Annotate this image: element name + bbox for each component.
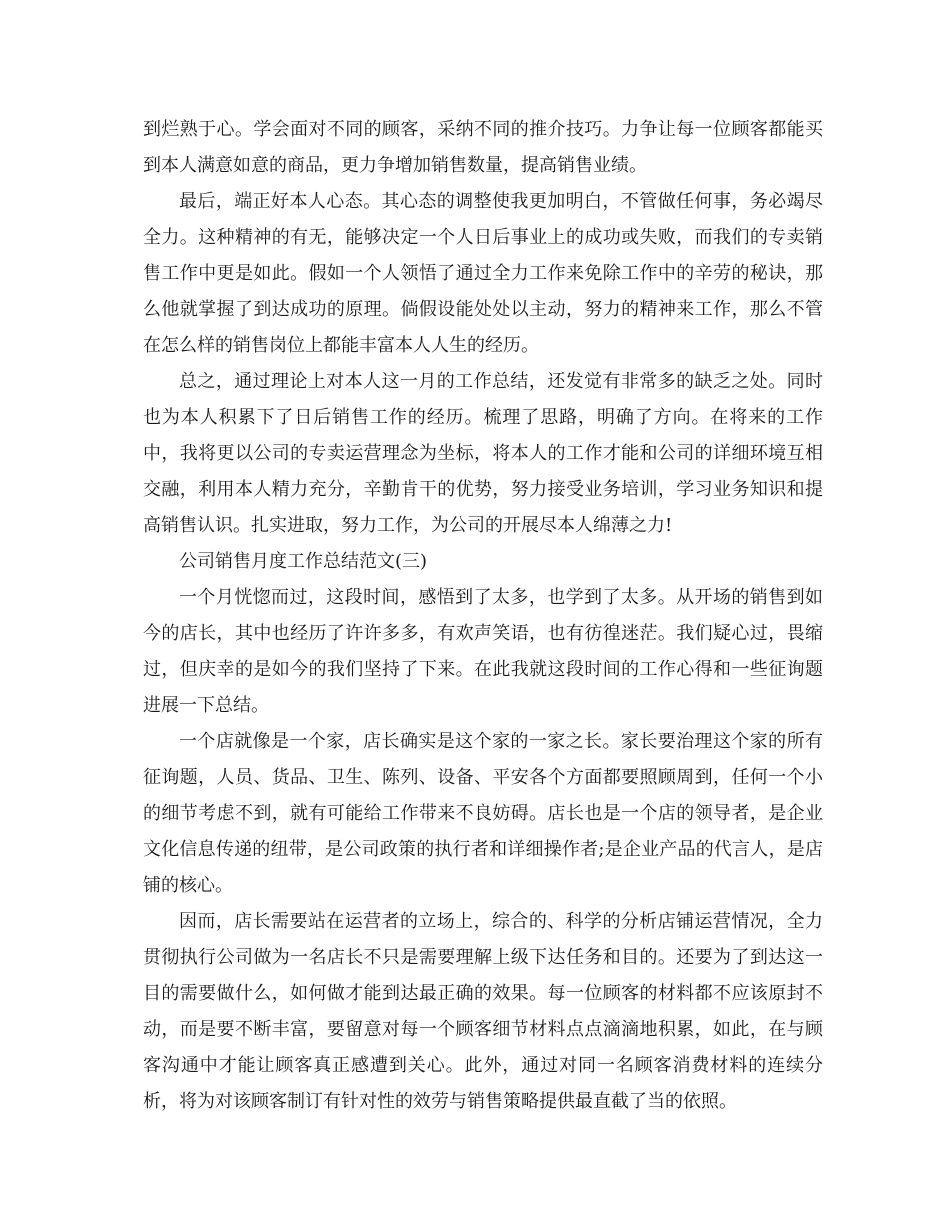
paragraph-continuation: 到烂熟于心。学会面对不同的顾客，采纳不同的推介技巧。力争让每一位顾客都能买到本人满意如意的商品，更力争增加销售数量，提高销售业绩。 <box>143 119 823 176</box>
paragraph-attitude: 最后，端正好本人心态。其心态的调整使我更加明白，不管做任何事，务必竭尽全力。这种精神的有无，能够决定一个人日后事业上的成功或失败，而我们的专卖销售工作中更是如此。假如一个人领悟了通过全力工作来免除工作中的辛劳的秘诀，那么他就掌握了到达成功的原理。倘假设能处处以主动，努力的精神来工作，那么不管在怎么样的销售岗位上都能丰富本人人生的经历。 <box>143 191 823 356</box>
document-body <box>143 112 823 1120</box>
paragraph-conclusion: 总之，通过理论上对本人这一月的工作总结，还发觉有非常多的缺乏之处。同时也为本人积累下了日后销售工作的经历。梳理了思路，明确了方向。在将来的工作中，我将更以公司的专卖运营理念为坐标，将本人的工作才能和公司的详细环境互相交融，利用本人精力充分，辛勤肯干的优势，努力接受业务培训，学习业务知识和提高销售认识。扎实进取，努力工作，为公司的开展尽本人绵薄之力! <box>143 371 823 536</box>
paragraph-analysis: 因而，店长需要站在运营者的立场上，综合的、科学的分析店铺运营情况，全力贯彻执行公司做为一名店长不只是需要理解上级下达任务和目的。还要为了到达这一目的需要做什么，如何做才能到达最正确的效果。每一位顾客的材料都不应该原封不动，而是要不断丰富，要留意对每一个顾客细节材料点点滴滴地积累，如此，在与顾客沟通中才能让顾客真正感遭到关心。此外，通过对同一名顾客消费材料的连续分析，将为对该顾客制订有针对性的效劳与销售策略提供最直截了当的依照。 <box>143 911 823 1112</box>
paragraph-intro: 一个月恍惚而过，这段时间，感悟到了太多，也学到了太多。从开场的销售到如今的店长，其中也经历了许许多多，有欢声笑语，也有彷徨迷茫。我们疑心过，畏缩过，但庆幸的是如今的我们坚持了下来。在此我就这段时间的工作心得和一些征询题进展一下总结。 <box>143 587 823 716</box>
paragraph-store-family: 一个店就像是一个家，店长确实是这个家的一家之长。家长要治理这个家的所有征询题，人员、货品、卫生、陈列、设备、平安各个方面都要照顾周到，任何一个小的细节考虑不到，就有可能给工作带来不良妨碍。店长也是一个店的领导者，是企业文化信息传递的纽带，是公司政策的执行者和详细操作者;是企业产品的代言人，是店铺的核心。 <box>143 731 823 896</box>
section-heading: 公司销售月度工作总结范文(三) <box>179 551 428 572</box>
